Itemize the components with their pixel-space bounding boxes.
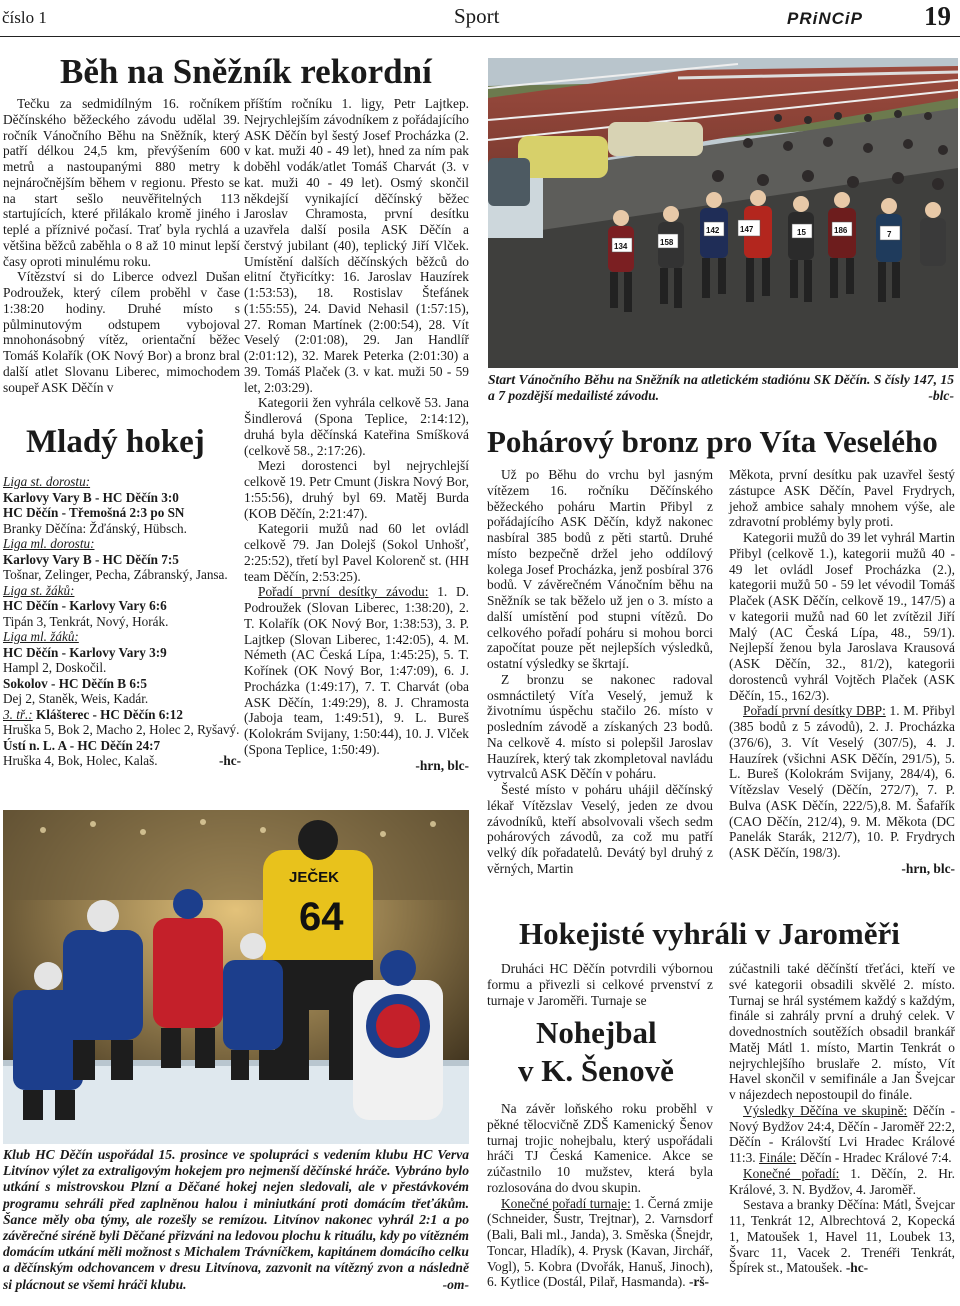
jaromer-paragraph: zúčastnili také děčínští třeťáci, kteří ve své kategorii obsadili skvělé 2. místo. Turnaj se hrál systémem každý s každým, finále si zahrály první a druhý celek. V dovednostních soutěžích obsadil brankář Matěj Mátl 1. místo, Martin Tenkrát o nejrychlejšího bruslaře 2. místo, Vít Havel skončil v semifinále a Jan Švejcar v nájezdech nepostoupil do finále. [729, 961, 955, 1102]
beh-paragraph: Tečku za sedmidílným 16. ročníkem Děčínského běžeckého závodu udělal 39. ročník Vánočního Běhu na Sněžník, který patří délkou 24,5 km, převýšením 600 metrů a nastoupanými 880 metry k nejnáročnějším během v regionu. Přesto se na start sešlo neuvěřitelných 113 startujících, které přilákalo kromě jiného i teplé a příznivé počasí. Trať byla rychlá a většina běžců zaběhla o 8 až 10 minut lepší časy oproti minulému roku. [3, 96, 240, 269]
nohejbal-order-text: 1. Černá zmije (Schneider, Šustr, Trejtnar), 2. Varnsdorf (Bali, Bali ml., Janda), 3. Směska (Šnejdr, Toncar, Hladík), 4. Prysk (Kavan, Jirchář, Vogl), 5. Kobra (Dvořák, Hanuš, Jinoch), 6. Kytlice (Dostál, Pilař, Hasmanda). [487, 1195, 713, 1290]
match-result: Sokolov - HC Děčín B 6:5 [3, 675, 147, 691]
match-result: Klášterec - HC Děčín 6:12 [32, 706, 183, 722]
jaromer-results-label: Výsledky Děčína ve skupině: [743, 1102, 908, 1118]
league-label: 3. tř.: [3, 706, 33, 722]
jaromer-lineup: Sestava a branky Děčína: Mátl, Švejcar 11, Tenkrát 12, Albrechtová 2, Kopecká 1, Matoušek 1, Havel 11, Loubek 13, Švarc 11, Vacek 2. Trenéři Tenkrát, Špírek st., Matoušek. [729, 1197, 955, 1276]
pohar-column-2 [729, 467, 955, 877]
bib-number: 186 [834, 226, 848, 235]
headline-nohejbal-line1: Nohejbal [536, 1015, 657, 1050]
bib-number: 158 [660, 238, 674, 247]
beh-column-2 [244, 96, 469, 773]
headline-pohar: Pohárový bronz pro Víta Veselého [487, 424, 938, 459]
match-result: HC Děčín - Karlovy Vary 6:6 [3, 598, 167, 613]
beh-column-1 [3, 96, 240, 395]
beh-paragraph: Mezi dorostenci byl nejrychlejší celkově 19. Petr Cmunt (Jiskra Nový Bor, 1:55:56), druhý byl 69. Matěj Burda (KOB Děčín, 2:21:47). [244, 458, 469, 521]
headline-beh: Běh na Sněžník rekordní [60, 52, 432, 91]
running-photo [488, 58, 958, 368]
bib-number: 142 [706, 226, 720, 235]
match-result: Karlovy Vary B - HC Děčín 7:5 [3, 551, 179, 567]
match-result: HC Děčín - Třemošná 2:3 po SN [3, 505, 185, 520]
headline-mlady-hokej: Mladý hokej [26, 424, 205, 460]
scorers: Dej 2, Staněk, Weis, Kadár. [3, 691, 149, 706]
header-rule [0, 36, 960, 37]
bib-number: 7 [887, 230, 892, 239]
nohejbal-signature: -rš- [688, 1274, 710, 1290]
bib-number: 147 [740, 225, 754, 234]
scorers: Hruška 4, Bok, Holec, Kalaš. [3, 753, 158, 768]
pohar-order-text: 1. M. Přibyl (385 bodů z 5 závodů), 2. J. Procházka (376/6), 3. Vít Veselý (307/5), 4. J. Hauzírek (všichni ASK Děčín, 291/5), 5. L. Bureš (Kolokrám Svijany, 284/4), 6. Vítězslav Veselý (Děčín, 272/7), 7. P. Bulva (ASK Děčín, 222/5),8. M. Šafařík (CAO Děčín, 212/4), 9. M. Měkota (DC Panelák Starák, 212/7), 10. P. Frydrych (ASK Děčín, 198/3). [729, 703, 955, 860]
page-number: 19 [924, 1, 951, 31]
running-photo-illustration [488, 58, 958, 368]
league-label: Liga ml. dorostu: [3, 536, 95, 551]
match-result: Karlovy Vary B - HC Děčín 3:0 [3, 489, 179, 505]
scorers: Hampl 2, Doskočil. [3, 660, 107, 675]
league-label: Liga ml. žáků: [3, 629, 79, 644]
beh-paragraph: Kategorii mužů nad 60 let ovládl celkově 79. Jan Dolejš (Sokol Unhošť, 2:25:52), třetí byl Pavel Kolorenč st. (HH team Děčín, 2:53:25). [244, 521, 469, 584]
jaromer-order-label: Konečné pořadí: [743, 1165, 840, 1181]
jaromer-results-text: Děčín - Nový Bydžov 24:4, Děčín - Jaroměř 22:2, Děčín - Královští Lvi Hradec Králové 11:3. [729, 1102, 955, 1165]
newspaper-logo: PRiNCiP [787, 9, 863, 28]
section-title: Sport [454, 4, 500, 28]
nohejbal-order-label: Konečné pořadí turnaje: [501, 1195, 631, 1211]
issue-number: číslo 1 [2, 8, 47, 27]
bib-number: 15 [797, 228, 806, 237]
jaromer-final-label: Finále: [759, 1150, 797, 1165]
jaromer-column-2 [729, 961, 955, 1276]
jaromer-order-text: 1. Děčín, 2. Hr. Králové, 3. N. Bydžov, 4. Jaroměř. [729, 1165, 955, 1197]
pohar-order-label: Pořadí první desítky DBP: [743, 703, 886, 719]
scorers: Branky Děčína: Žďánský, Hübsch. [3, 520, 187, 536]
scorers: Tipán 3, Tenkrát, Nový, Horák. [3, 613, 169, 629]
jaromer-final-text: Děčín - Hradec Králové 7:4. [799, 1150, 952, 1165]
hockey-photo-caption [3, 1147, 469, 1293]
bib-number: 134 [614, 242, 628, 251]
beh-signature: -hrn, blc- [415, 757, 469, 773]
beh-paragraph: Kategorii žen vyhrála celkově 53. Jana Šindlerová (Spona Teplice, 2:14:12), druhá byla děčínská Kateřina Smíšková (celkově 58., 2:17:26). [244, 395, 469, 458]
match-result: Ústí n. L. A - HC Děčín 24:7 [3, 737, 161, 753]
nohejbal-paragraph: Na závěr loňského roku proběhl v pěkné tělocvičně ZDŠ Kamenický Šenov turnaj trojic nohejbalu, který uspořádali hráči TJ Česká Kamenice. Akce se zúčastnilo 10 mužstev, která byla rozlosována do dvou skupin. [487, 1101, 713, 1195]
caption-signature: -om- [442, 1276, 469, 1292]
pohar-paragraph: Kategorii mužů do 39 let vyhrál Martin Přibyl (celkově 1.), kategorii mužů 40 - 49 let ovládl Josef Procházka (2.), kategorii mužů 50 - 59 let vévodil Tomáš Plaček (ASK Děčín, celkově 19., 147/5) a v kategorii mužů nad 60 let zvítězil Jiří Malý (AC Česká Lípa, 48., 59/1). Nejlepší ženou byla Jaroslava Krausová (ASK Děčín, 32., 81/2), kategorii dorostenců vyhrál Vojtěch Plaček (ASK Děčín, 15., 162/3). [729, 530, 955, 703]
league-label: Liga st. dorostu: [3, 474, 91, 489]
scorers: Tošnar, Zelinger, Pecha, Zábranský, Jansa. [3, 567, 228, 582]
pohar-paragraph: Už po Běhu do vrchu byl jasným vítězem 16. ročníku Děčínského běžeckého poháru Martin Přibyl z pořádajícího ASK Děčín, když nakonec nasbíral 385 bodů z pěti startů. Druhé místo bezpečně držel jeho oddílový kolega Josef Procházka, jenž posbíral 376 bodů. V závěrečném Vánočním běhu na Sněžník se tak běželo už jen o 3. místo a další umístění pod stupni vítězů. Do celkového pořadí poháru si mohou borci započítat pouze pět nejlepších výsledků, ostatní výsledky se škrtají. [487, 467, 713, 671]
pohar-paragraph: Z bronzu se nakonec radoval osmnáctiletý Víťa Veselý, jemuž k životnímu úspěchu stačilo 26. místo v posledním závodě a získaných 23 bodů. Na celkově 4. místo si polepšil Jaroslav Hauzírek, který tak zkompletoval navládu vytrvalců ASK Děčín v poháru. [487, 671, 713, 782]
nohejbal-column [487, 1101, 713, 1290]
jersey-name: JEČEK [289, 869, 340, 886]
caption-signature: -blc- [928, 388, 954, 404]
headline-jaromer: Hokejisté vyhráli v Jaroměři [519, 916, 900, 951]
caption-text: Klub HC Děčín uspořádal 15. prosince ve spolupráci s vedením klubu HC Verva Litvínov výlet za extraligovým hokejem pro nejmenší děčínské hráče. Vybráno bylo utkání s mistrovskou Plzní a Děčané hokej nejen sledovali, ale v přestávkovém programu sehráli před zaplněnou halou i miniutkání proti domácím třeťákům. Šance měly oba týmy, ale rozešly se remízou. Litvínov nakonec vyhrál 2:1 a po závěrečné siréně byli Děčané přizváni na ledovou plochu k rituálu, kdy po vítězném domácím utkání měli možnost s Michalem Trávníčkem, kapitánem domácího celku a děčínským odchovancem v dresu Litvínova, zazvonit na vítězný zvon a následně si plácnout se všemi hráči klubu. [3, 1147, 469, 1292]
running-photo-caption [488, 372, 954, 404]
scorers: Hruška 5, Bok 2, Macho 2, Holec 2, Ryšavý. [3, 722, 240, 737]
jaromer-intro [487, 961, 713, 1008]
beh-paragraph: příštím ročníku 1. ligy, Petr Lajtkep. Nejrychlejším závodníkem z pořádajícího ASK Děčín byl šestý Josef Procházka (2. v kat. muži 40 - 49 let), hned za ním pak doběhl vodák/atlet Tomáš Charvát (3. v kat. muži 40 - 49 let). Osmý skončil někdejší vynikající děčínský běžec Jaroslav Chramosta, první desítku uzavřela další posila ASK Děčín a čerstvý jubilant (40), teplický Jiří Vlček. Umístění dalších děčínských běžců do elitní čtyřicítky: 16. Jaroslav Hauzírek (1:53:53), 18. Rostislav Štefánek (1:55:55), 24. David Nehasil (1:57:15), 27. Roman Martínek (2:00:54), 28. Vít Veselý (2:01:08), 29. Jan Handlíř (2:01:12), 32. Marek Peterka (2:01:30) a 39. Tomáš Plaček (3. v kat. muži 50 - 59 let, 2:03:29). [244, 96, 469, 395]
pohar-column-1 [487, 467, 713, 877]
jersey-number: 64 [299, 895, 344, 939]
beh-order-text: 1. D. Podroužek (Slovan Liberec, 1:38:20), 2. T. Kolařík (OK Nový Bor, 1:38:53), 3. P. Lajtkep (Slovan Liberec, 1:42:05), 4. M. Németh (AC Česká Lípa, 1:45:25), 5. T. Kořínek (OK Nový Bor, 1:47:09), 6. J. Procházka (1:49:17), 7. T. Charvát (oba ASK Děčín, 1:49:29), 8. J. Chramosta (Jaboja team, 1:49:51), 9. L. Bureš (Kolokrám Svijany, 1:50:44), 10. J. Vlček (Spona Teplice, 1:50:49). [244, 584, 469, 757]
jaromer-signature: -hc- [845, 1260, 869, 1276]
youth-hockey-results [3, 474, 241, 769]
caption-text: Start Vánočního Běhu na Sněžník na atletickém stadiónu SK Děčín. S čísly 147, 15 a 7 pozdější medailisté závodu. [488, 372, 954, 404]
hockey-photo-illustration [3, 810, 469, 1144]
beh-order-label: Pořadí první desítky závodu: [258, 584, 429, 600]
hockey-photo [3, 810, 469, 1144]
headline-nohejbal-line2: v K. Šenově [518, 1053, 674, 1088]
pohar-paragraph: Šesté místo v poháru uhájil děčínský lékař Vítězslav Veselý, jeden ze dvou závodníků, kteří absolvovali všech sedm pohárových závodů, za což mu patří velký dík pořadatelů. Devátý byl druhý z věrných, Martin [487, 782, 713, 876]
pohar-signature: -hrn, blc- [901, 860, 955, 876]
league-label: Liga st. žáků: [3, 582, 75, 598]
pohar-paragraph: Měkota, první desítku pak uzavřel šestý zástupce ASK Děčín, Pavel Frydrych, jehož ambice sahaly mnohem výše, ale zdravotní problémy byly proti. [729, 467, 955, 530]
match-result: HC Děčín - Karlovy Vary 3:9 [3, 644, 167, 660]
hokej-signature: -hc- [219, 753, 241, 768]
beh-paragraph: Vítězství si do Liberce odvezl Dušan Podroužek, který cílem proběhl v čase 1:38:20 hodiny. Druhé místo s půlminutovým odstupem vybojoval mnohonásobný vítěz, orientační běžec Tomáš Kolařík (OK Nový Bor) a bronz bral další atlet Slovanu Liberec, mimochodem soupeř ASK Děčín v [3, 269, 240, 395]
jaromer-paragraph: Druháci HC Děčín potvrdili výbornou formu a přivezli si celkové prvenství z turnaje v Jaroměři. Turnaje se [487, 961, 713, 1008]
